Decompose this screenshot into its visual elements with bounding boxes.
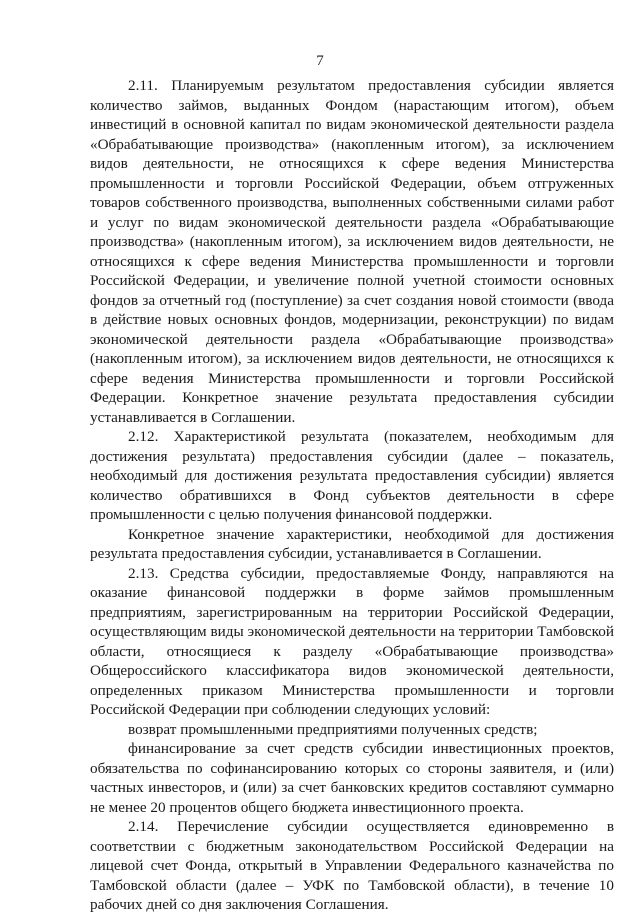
paragraph-characteristic-value: Конкретное значение характеристики, необходимой для достижения результата предоставления субсидии, устанавливается в Соглашении. [90, 525, 614, 562]
document-body [90, 76, 614, 915]
paragraph-2-12: 2.12. Характеристикой результата (показателем, необходимым для достижения результата) предоставления субсидии (далее – показатель, необходимый для достижения результата предоставления субсидии) является количество обратившихся в Фонд субъектов деятельности в сфере промышленности с целью получения финансовой поддержки. [90, 428, 614, 523]
condition-return-funds: возврат промышленными предприятиями полученных средств; [128, 720, 538, 738]
paragraph-2-13: 2.13. Средства субсидии, предоставляемые Фонду, направляются на оказание финансовой поддержки в форме займов промышленным предприятиям, зарегистрированным на территории Российской Федерации, осуществляющим виды экономической деятельности на территории Тамбовской области, относящиеся к разделу «Обрабатывающие производства» Общероссийского классификатора видов экономической деятельности, определенных приказом Министерства промышленности и торговли Российской Федерации при соблюдении следующих условий: [90, 564, 614, 718]
condition-cofinancing: финансирование за счет средств субсидии инвестиционных проектов, обязательства по софинансированию которых со стороны заявителя, и (или) частных инвесторов, и (или) за счет банковских кредитов составляют суммарно не менее 20 процентов общего бюджета инвестиционного проекта. [90, 740, 614, 816]
page-number: 7 [316, 53, 324, 69]
paragraph-2-11: 2.11. Планируемым результатом предоставления субсидии является количество займов, выданных Фондом (нарастающим итогом), объем инвестиций в основной капитал по видам экономической деятельности раздела «Обрабатывающие производства» (накопленным итогом), за исключением видов деятельности, не относящихся к сфере ведения Министерства промышленности и торговли Российской Федерации, объем отгруженных товаров собственного производства, выполненных собственными силами работ и услуг по видам экономической деятельности раздела «Обрабатывающие производства» (накопленным итогом), за исключением видов деятельности, не относящихся к сфере ведения Министерства промышленности и торговли Российской Федерации, и увеличение полной учетной стоимости основных фондов за отчетный год (поступление) за счет создания новой стоимости (ввода в действие новых основных фондов, модернизации, реконструкции) по видам экономической деятельности раздела «Обрабатывающие производства» (накопленным итогом), за исключением видов деятельности, не относящихся к сфере ведения Министерства промышленности и торговли Российской Федерации. Конкретное значение результата предоставления субсидии устанавливается в Соглашении. [90, 77, 614, 426]
paragraph-2-14: 2.14. Перечисление субсидии осуществляется единовременно в соответствии с бюджетным законодательством Российской Федерации на лицевой счет Фонда, открытый в Управлении Федерального казначейства по Тамбовской области (далее – УФК по Тамбовской области), в течение 10 рабочих дней со дня заключения Соглашения. [90, 818, 614, 913]
